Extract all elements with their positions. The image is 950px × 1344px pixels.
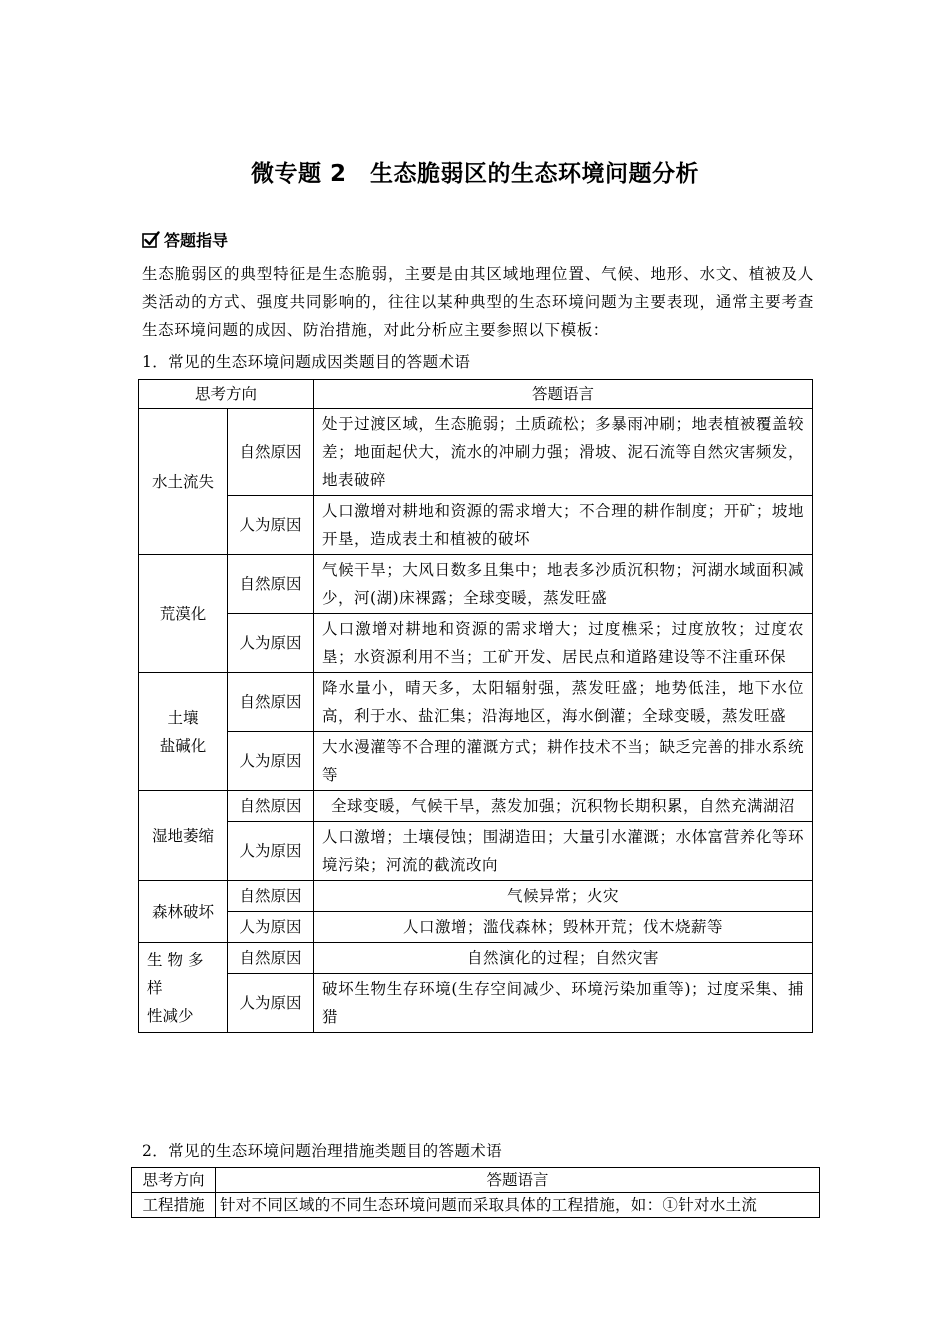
guide-heading bbox=[142, 228, 228, 251]
human-label: 人为原因 bbox=[228, 974, 314, 1033]
table-row bbox=[139, 943, 813, 974]
natural-label: 自然原因 bbox=[228, 409, 314, 496]
guide-heading-text: 答题指导 bbox=[164, 231, 229, 250]
causes-table bbox=[138, 379, 813, 1033]
direction-cell: 工程措施 bbox=[132, 1193, 216, 1218]
table-row bbox=[139, 673, 813, 732]
table-row bbox=[139, 822, 813, 881]
table-row bbox=[139, 496, 813, 555]
human-cause: 人口激增；土壤侵蚀；围湖造田；大量引水灌溉；水体富营养化等环境污染；河流的截流改向 bbox=[314, 822, 813, 881]
table-row bbox=[132, 1193, 820, 1218]
human-cause: 大水漫灌等不合理的灌溉方式；耕作技术不当；缺乏完善的排水系统等 bbox=[314, 732, 813, 791]
section1-heading: 1．常见的生态环境问题成因类题目的答题术语 bbox=[142, 353, 471, 371]
natural-label: 自然原因 bbox=[228, 673, 314, 732]
measures-table bbox=[131, 1167, 820, 1218]
natural-cause: 气候异常；火灾 bbox=[314, 881, 813, 912]
category-forest-destruction: 森林破坏 bbox=[139, 881, 228, 943]
table-row bbox=[139, 881, 813, 912]
intro-paragraph: 生态脆弱区的典型特征是生态脆弱，主要是由其区域地理位置、气候、地形、水文、植被及人类活动的方式、强度共同影响的，往往以某种典型的生态环境问题为主要表现，通常主要考查生态环境问题的成因、防治措施，对此分析应主要参照以下模板： bbox=[142, 265, 814, 339]
natural-label: 自然原因 bbox=[228, 943, 314, 974]
human-label: 人为原因 bbox=[228, 732, 314, 791]
header-direction: 思考方向 bbox=[139, 380, 314, 409]
table-row bbox=[139, 912, 813, 943]
human-label: 人为原因 bbox=[228, 912, 314, 943]
header-language: 答题语言 bbox=[314, 380, 813, 409]
page-title: 微专题 2 生态脆弱区的生态环境问题分析 bbox=[250, 161, 699, 187]
table-row bbox=[139, 974, 813, 1033]
human-cause: 人口激增对耕地和资源的需求增大；过度樵采；过度放牧；过度农垦；水资源利用不当；工矿开发、居民点和道路建设等不注重环保 bbox=[314, 614, 813, 673]
natural-label: 自然原因 bbox=[228, 555, 314, 614]
human-label: 人为原因 bbox=[228, 496, 314, 555]
section2-heading: 2．常见的生态环境问题治理措施类题目的答题术语 bbox=[142, 1142, 503, 1160]
category-biodiversity-loss bbox=[139, 943, 228, 1033]
natural-cause: 处于过渡区域，生态脆弱；土质疏松；多暴雨冲刷；地表植被覆盖较差；地面起伏大，流水的冲刷力强；滑坡、泥石流等自然灾害频发，地表破碎 bbox=[314, 409, 813, 496]
checkbox-checked-icon bbox=[142, 231, 160, 249]
table-row bbox=[139, 791, 813, 822]
category-wetland-shrinkage: 湿地萎缩 bbox=[139, 791, 228, 881]
natural-label: 自然原因 bbox=[228, 881, 314, 912]
table-header-row bbox=[132, 1168, 820, 1193]
natural-cause: 自然演化的过程；自然灾害 bbox=[314, 943, 813, 974]
header-direction: 思考方向 bbox=[132, 1168, 216, 1193]
table-row bbox=[139, 732, 813, 791]
human-cause: 人口激增；滥伐森林；毁林开荒；伐木烧薪等 bbox=[314, 912, 813, 943]
natural-cause: 气候干旱；大风日数多且集中；地表多沙质沉积物；河湖水域面积减少，河(湖)床裸露；全球变暖，蒸发旺盛 bbox=[314, 555, 813, 614]
natural-cause: 降水量小，晴天多，太阳辐射强，蒸发旺盛；地势低洼，地下水位高，利于水、盐汇集；沿海地区，海水倒灌；全球变暖，蒸发旺盛 bbox=[314, 673, 813, 732]
category-line1: 生物多样 bbox=[147, 950, 209, 997]
table-row bbox=[139, 614, 813, 673]
category-soil-erosion: 水土流失 bbox=[139, 409, 228, 555]
human-label: 人为原因 bbox=[228, 614, 314, 673]
table-row bbox=[139, 555, 813, 614]
human-label: 人为原因 bbox=[228, 822, 314, 881]
category-salinization bbox=[139, 673, 228, 791]
category-line2: 盐碱化 bbox=[159, 736, 207, 755]
category-desertification: 荒漠化 bbox=[139, 555, 228, 673]
language-cell: 针对不同区域的不同生态环境问题而采取具体的工程措施，如：①针对水土流 bbox=[216, 1193, 820, 1218]
table-row bbox=[139, 409, 813, 496]
human-cause: 破坏生物生存环境(生存空间减少、环境污染加重等)；过度采集、捕猎 bbox=[314, 974, 813, 1033]
table-header-row bbox=[139, 380, 813, 409]
natural-cause: 全球变暖，气候干旱，蒸发加强；沉积物长期积累，自然充满湖沼 bbox=[314, 791, 813, 822]
category-line2: 性减少 bbox=[147, 1006, 194, 1025]
human-cause: 人口激增对耕地和资源的需求增大；不合理的耕作制度；开矿；坡地开垦，造成表土和植被的破坏 bbox=[314, 496, 813, 555]
natural-label: 自然原因 bbox=[228, 791, 314, 822]
header-language: 答题语言 bbox=[216, 1168, 820, 1193]
category-line1: 土壤 bbox=[167, 708, 199, 727]
